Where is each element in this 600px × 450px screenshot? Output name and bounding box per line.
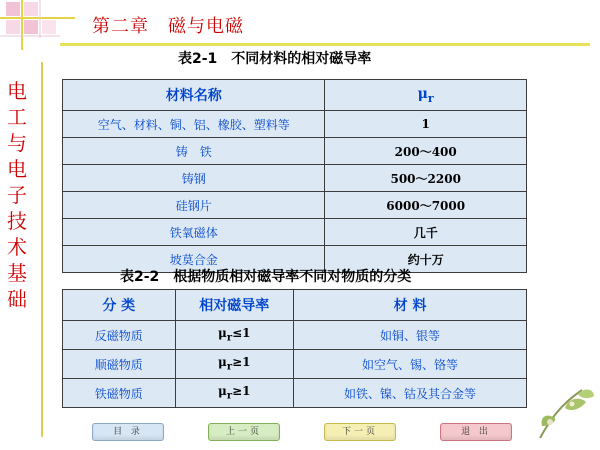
- table-row: [63, 165, 527, 192]
- value-cell: 6000～7000: [325, 192, 527, 219]
- mu-symbol: μ: [218, 355, 227, 370]
- table1-caption: 表2-1 不同材料的相对磁导率: [178, 51, 372, 67]
- table-row: [63, 219, 527, 246]
- permeability-table: [62, 79, 527, 273]
- table-row: [63, 350, 527, 379]
- value-cell: 200～400: [325, 138, 527, 165]
- mu-subscript: r: [427, 91, 434, 105]
- value-cell: 几千: [325, 219, 527, 246]
- table-header-row: [63, 290, 527, 321]
- value-cell: 1: [325, 111, 527, 138]
- table-header-row: [63, 80, 527, 111]
- table2-caption: 表2-2 根据物质相对磁导率不同对物质的分类: [120, 269, 412, 285]
- category-cell: 顺磁物质: [63, 350, 176, 379]
- table-row: [63, 192, 527, 219]
- classification-table: [62, 289, 527, 408]
- title-underline: [60, 43, 590, 46]
- permeability-cell: [175, 350, 294, 379]
- material-cell: 空气、材料、铜、铝、橡胶、塑料等: [63, 111, 325, 138]
- value-cell: 500～2200: [325, 165, 527, 192]
- header-mu-r: [325, 80, 527, 111]
- side-divider: [41, 62, 43, 437]
- category-cell: 反磁物质: [63, 321, 176, 350]
- header-relative-permeability: 相对磁导率: [175, 290, 294, 321]
- relation: ≥1: [232, 384, 251, 399]
- exit-button[interactable]: 退 出: [440, 423, 512, 441]
- relation: ≥1: [232, 355, 251, 370]
- contents-button[interactable]: 目 录: [92, 423, 164, 441]
- table-row: [63, 321, 527, 350]
- plant-decoration-icon: [520, 360, 600, 440]
- permeability-cell: [175, 321, 294, 350]
- mu-symbol: μ: [218, 326, 227, 341]
- side-title: 电工与电子技术基础: [7, 79, 27, 311]
- materials-cell: 如空气、锡、铬等: [294, 350, 527, 379]
- previous-page-button[interactable]: 上一页: [208, 423, 280, 441]
- material-cell: 坡莫合金: [63, 246, 325, 273]
- mu-subscript: r: [226, 361, 233, 373]
- next-page-button[interactable]: 下一页: [324, 423, 396, 441]
- value-cell: 约十万: [325, 246, 527, 273]
- material-cell: 铸钢: [63, 165, 325, 192]
- material-cell: 铁氧磁体: [63, 219, 325, 246]
- table-row: [63, 379, 527, 408]
- materials-cell: 如铁、镍、钴及其合金等: [294, 379, 527, 408]
- mu-symbol: μ: [417, 85, 428, 102]
- header-category: 分 类: [63, 290, 176, 321]
- material-cell: 铸 铁: [63, 138, 325, 165]
- materials-cell: 如铜、银等: [294, 321, 527, 350]
- material-cell: 硅钢片: [63, 192, 325, 219]
- table-row: [63, 138, 527, 165]
- permeability-cell: [175, 379, 294, 408]
- mu-subscript: r: [226, 390, 233, 402]
- mu-symbol: μ: [218, 384, 227, 399]
- table-row: [63, 111, 527, 138]
- header-materials: 材 料: [294, 290, 527, 321]
- relation: ≤1: [232, 326, 251, 341]
- category-cell: 铁磁物质: [63, 379, 176, 408]
- chapter-title: 第二章 磁与电磁: [92, 16, 244, 37]
- mu-subscript: r: [226, 332, 233, 344]
- header-material-name: 材料名称: [63, 80, 325, 111]
